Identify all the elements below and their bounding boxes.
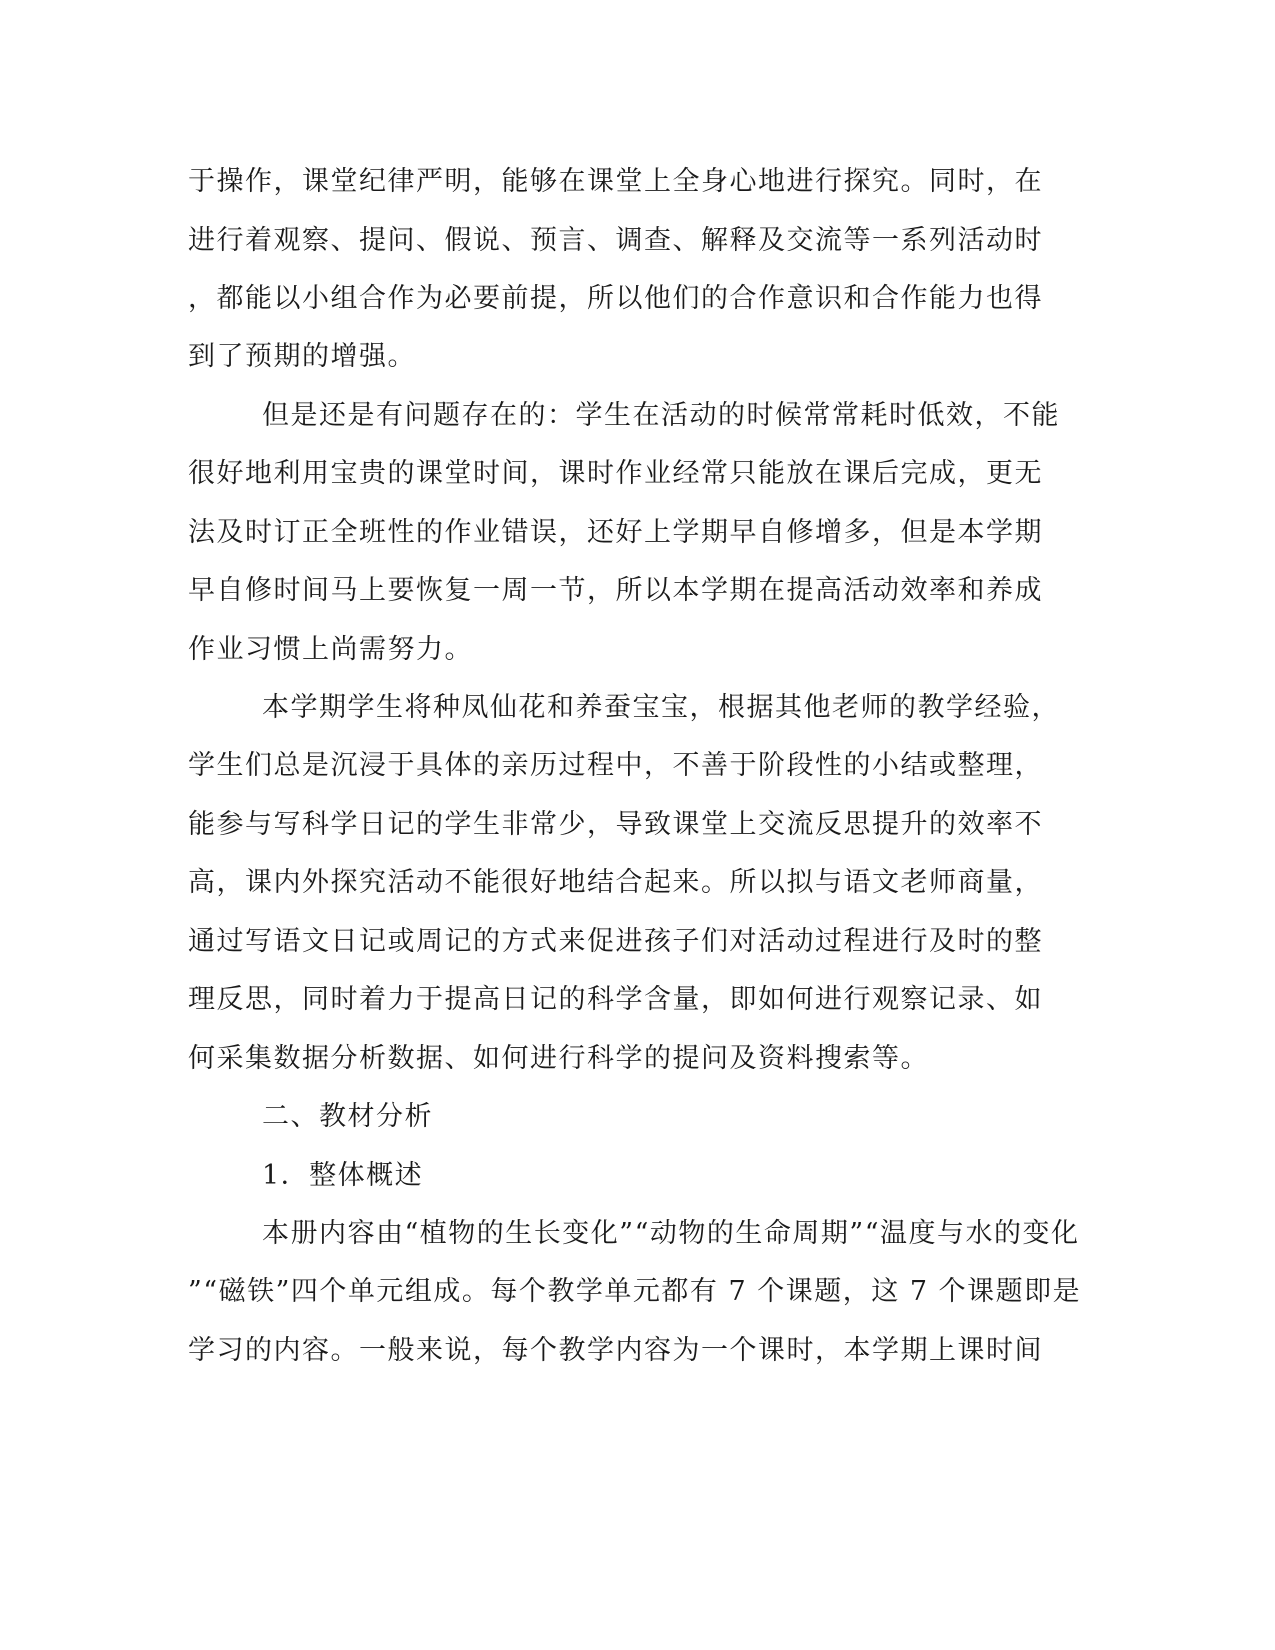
paragraph-line: ，都能以小组合作为必要前提，所以他们的合作意识和合作能力也得 — [188, 283, 1043, 314]
paragraph-line: 学习的内容。一般来说，每个教学内容为一个课时，本学期上课时间 — [188, 1335, 1043, 1366]
paragraph-line: 到了预期的增强。 — [188, 341, 416, 372]
paragraph-line: 学生们总是沉浸于具体的亲历过程中，不善于阶段性的小结或整理， — [188, 750, 1043, 781]
paragraph-line: 本学期学生将种凤仙花和养蚕宝宝，根据其他老师的教学经验， — [262, 692, 1060, 723]
paragraph-line: 能参与写科学日记的学生非常少，导致课堂上交流反思提升的效率不 — [188, 809, 1043, 840]
paragraph-line: 进行着观察、提问、假说、预言、调查、解释及交流等一系列活动时 — [188, 225, 1043, 256]
paragraph-line: 何采集数据分析数据、如何进行科学的提问及资料搜索等。 — [188, 1043, 929, 1074]
paragraph-line: 作业习惯上尚需努力。 — [188, 634, 473, 665]
paragraph-line: 法及时订正全班性的作业错误，还好上学期早自修增多，但是本学期 — [188, 517, 1043, 548]
section-heading: 二、教材分析 — [262, 1101, 433, 1132]
paragraph-line: 本册内容由“植物的生长变化”“动物的生命周期”“温度与水的变化 — [262, 1218, 1080, 1249]
subsection-heading: 1．整体概述 — [262, 1160, 424, 1191]
paragraph-line: 很好地利用宝贵的课堂时间，课时作业经常只能放在课后完成，更无 — [188, 458, 1043, 489]
paragraph-line: 于操作，课堂纪律严明，能够在课堂上全身心地进行探究。同时，在 — [188, 166, 1043, 197]
paragraph-line: 早自修时间马上要恢复一周一节，所以本学期在提高活动效率和养成 — [188, 575, 1043, 606]
paragraph-line: 高，课内外探究活动不能很好地结合起来。所以拟与语文老师商量， — [188, 867, 1043, 898]
paragraph-line: ”“磁铁”四个单元组成。每个教学单元都有 7 个课题，这 7 个课题即是 — [188, 1276, 1082, 1307]
paragraph-line: 通过写语文日记或周记的方式来促进孩子们对活动过程进行及时的整 — [188, 926, 1043, 957]
paragraph-line: 但是还是有问题存在的：学生在活动的时候常常耗时低效，不能 — [262, 400, 1060, 431]
paragraph-line: 理反思，同时着力于提高日记的科学含量，即如何进行观察记录、如 — [188, 984, 1043, 1015]
